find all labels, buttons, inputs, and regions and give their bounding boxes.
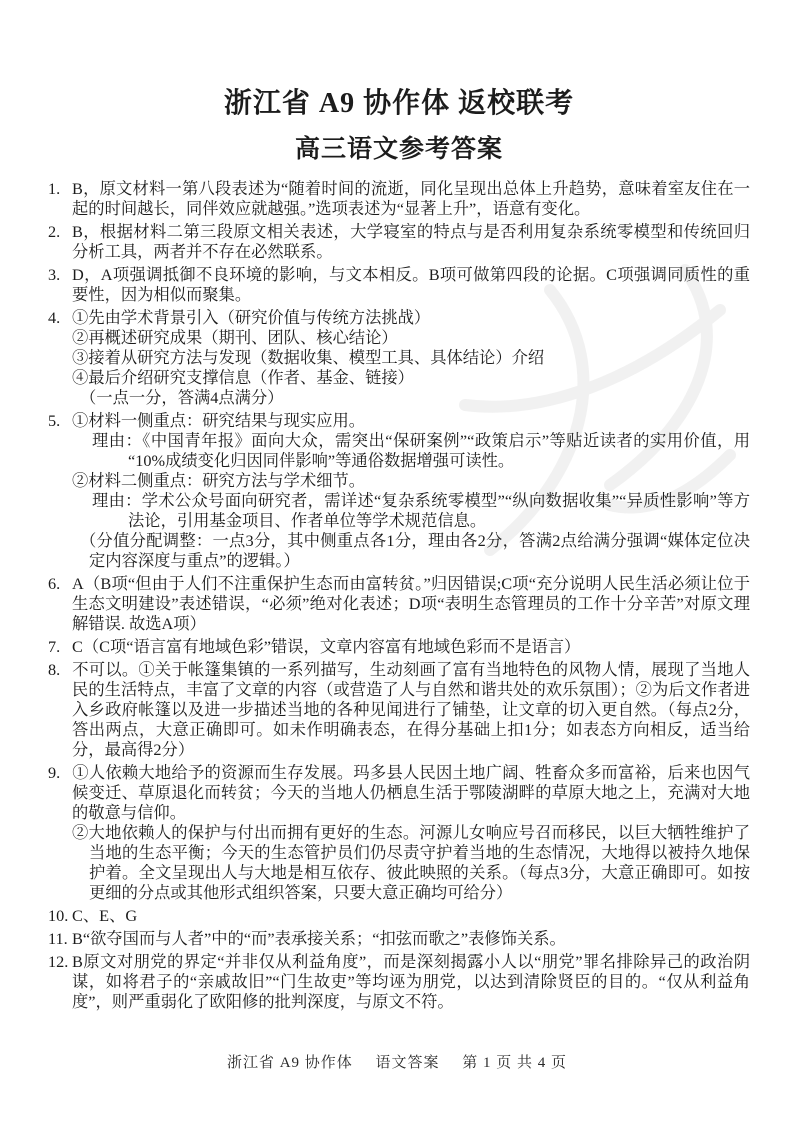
answer-paragraph: 10. C、E、G <box>48 906 138 925</box>
answer-paragraph: 理由：《中国青年报》面向大众，需突出“保研案例”“政策启示”等贴近读者的实用价值，用“10%成绩变化归因同伴影响”等通俗数据增强可读性。 <box>92 431 750 470</box>
answer-paragraph: 理由：学术公众号面向研究者，需详述“复杂系统零模型”“纵向数据收集”“异质性影响”等方法论，引用基金项目、作者单位等学术规范信息。 <box>92 491 750 530</box>
answer-number: 11. <box>48 929 68 948</box>
answer-item <box>48 660 750 760</box>
answer-paragraph: 4. ①先由学术背景引入（研究价值与传统方法挑战） <box>48 308 431 327</box>
answer-paragraph: ②大地依赖人的保护与付出而拥有更好的生态。河源儿女响应号召而移民，以巨大牺牲维护了当地的生态平衡；今天的生态管护员们仍尽责守护着当地的生态情况，大地得以被持久地保护着。全文呈现出人与大地是相互依存、彼此映照的关系。（每点3分，大意正确即可。如按更细的分点或其他形式组织答案，只要大意正确均可给分） <box>72 823 750 902</box>
answer-item <box>48 929 750 949</box>
answer-item <box>48 637 750 657</box>
answer-item <box>48 222 750 262</box>
answer-item <box>48 763 750 903</box>
answer-number: 1. <box>48 179 61 198</box>
page-title: 浙江省 A9 协作体 返校联考 <box>223 88 575 119</box>
answer-paragraph: 8. 不可以。①关于帐篷集镇的一系列描写，生动刻画了富有当地特色的风物人情，展现了当地人民的生活特点，丰富了文章的内容（或营造了人与自然和谐共处的欢乐氛围）；②为后文作者进入乡政府帐篷以及进一步描述当地的各种见闻进行了铺垫，让文章的切入更自然。（每点2分，答出两点，大意正确即可。如未作明确表态，在得分基础上扣1分；如表态方向相反，适当给分，最高得2分） <box>48 660 750 759</box>
answer-paragraph: （分值分配调整：一点3分，其中侧重点各1分，理由各2分，答满2点给满分强调“媒体定位决定内容深度与重点”的逻辑。） <box>80 531 750 570</box>
footer-school-name: 浙江省 A9 协作体 <box>226 1055 353 1071</box>
answer-item <box>48 906 750 926</box>
answer-item <box>48 308 750 408</box>
answer-paragraph: 3. D，A项强调抵御不良环境的影响，与文本相反。B项可做第四段的论据。C项强调同质性的重要性，因为相似而聚集。 <box>48 265 750 304</box>
answer-paragraph: 7. C（C项“语言富有地域色彩”错误，文章内容富有地域色彩而不是语言） <box>48 637 581 656</box>
answer-number: 10. <box>48 906 69 925</box>
answer-item <box>48 411 750 571</box>
answer-number: 8. <box>48 660 61 679</box>
answer-paragraph: ②再概述研究成果（期刊、团队、核心结论） <box>72 328 398 347</box>
answer-number: 4. <box>48 308 61 327</box>
answer-paragraph: （一点一分，答满4点满分） <box>80 388 284 407</box>
page-subtitle: 高三语文参考答案 <box>294 136 503 163</box>
answer-paragraph: 9. ①人依赖大地给予的资源而生存发展。玛多县人民因土地广阔、牲畜众多而富裕，后来也因气候变迁、草原退化而转贫；今天的当地人仍栖息生活于鄂陵湖畔的草原大地之上，充满对大地的敬意与信仰。 <box>48 763 750 822</box>
answer-list <box>48 179 750 1012</box>
answer-number: 9. <box>48 763 61 782</box>
answer-paragraph: 5. ①材料一侧重点：研究结果与现实应用。 <box>48 411 366 430</box>
answer-paragraph: 6. A（B项“但由于人们不注重保护生态而由富转贫。”归因错误;C项“充分说明人民生活必须让位于生态文明建设”表述错误，“必须”绝对化表述；D项“表明生态管理员的工作十分辛苦”对原文理解错误. 故选A项） <box>48 574 750 633</box>
answer-number: 3. <box>48 265 61 284</box>
answer-paragraph: ③接着从研究方法与发现（数据收集、模型工具、具体结论）介绍 <box>72 348 545 367</box>
answer-number: 5. <box>48 411 61 430</box>
answer-paragraph: 12. B原文对朋党的界定“并非仅从利益角度”，而是深刻揭露小人以“朋党”罪名排除异己的政治阴谋，如将君子的“亲戚故旧”“门生故吏”等均诬为朋党，以达到清除贤臣的目的。“仅从利益角度”，则严重弱化了欧阳修的批判深度，与原文不符。 <box>48 952 750 1011</box>
answer-paragraph: 11. B“欲夺国而与人者”中的“而”表承接关系；“扣弦而歌之”表修饰关系。 <box>48 929 566 948</box>
answer-paragraph: ②材料二侧重点：研究方法与学术细节。 <box>72 471 366 490</box>
answer-item <box>48 179 750 219</box>
footer-page-number: 第 1 页 共 4 页 <box>462 1055 568 1071</box>
footer-doc-name: 语文答案 <box>375 1055 440 1071</box>
answer-item <box>48 265 750 305</box>
answer-number: 12. <box>48 952 69 971</box>
answer-paragraph: 2. B，根据材料二第三段原文相关表述，大学寝室的特点与是否利用复杂系统零模型和传统回归分析工具，两者并不存在必然联系。 <box>48 222 750 261</box>
answer-number: 7. <box>48 637 61 656</box>
answer-paragraph: 1. B，原文材料一第八段表述为“随着时间的流逝，同化呈现出总体上升趋势，意味着室友住在一起的时间越长，同伴效应就越强。”选项表述为“显著上升”，语意有变化。 <box>48 179 750 218</box>
answer-paragraph: ④最后介绍研究支撑信息（作者、基金、链接） <box>72 368 414 387</box>
page-footer <box>0 1051 794 1072</box>
answer-item <box>48 574 750 634</box>
answer-number: 6. <box>48 574 61 593</box>
answer-number: 2. <box>48 222 61 241</box>
answer-item <box>48 952 750 1012</box>
